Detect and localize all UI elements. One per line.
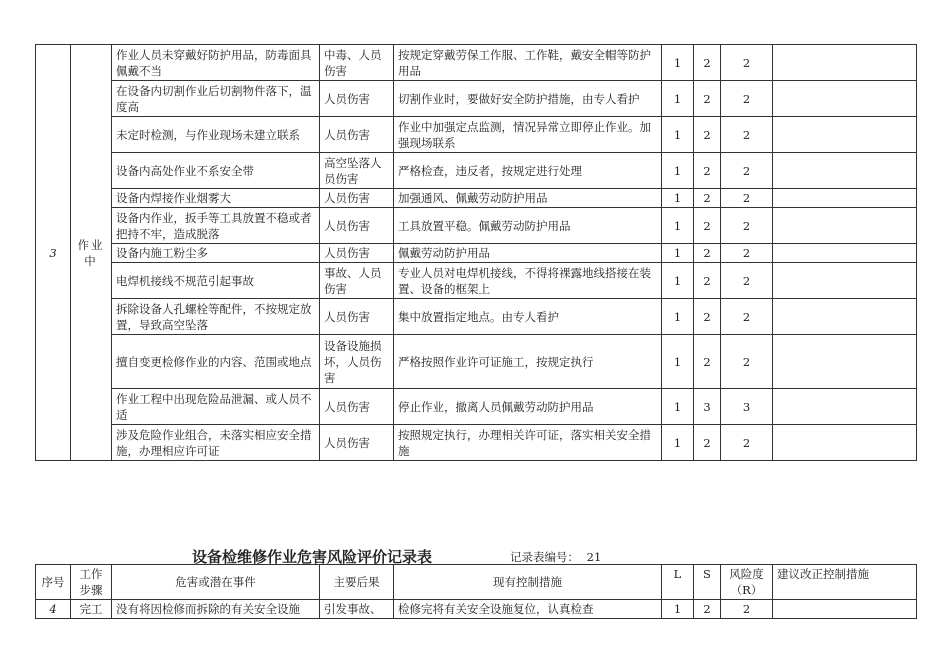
row-r: 2: [721, 153, 773, 189]
row-measure: 严格检查，违反者，按规定进行处理: [394, 153, 662, 189]
row-r: 2: [721, 263, 773, 299]
table-row: [36, 81, 917, 117]
risk-table-continued: [35, 44, 917, 461]
group-number: 3: [36, 45, 71, 461]
row-s: 2: [694, 117, 721, 153]
row-hazard: 设备内作业，扳手等工具放置不稳或者把持不牢，造成脱落: [112, 208, 320, 244]
row-measure: 按照规定执行，办理相关许可证，落实相关安全措施: [394, 425, 662, 461]
row-consequence: 人员伤害: [320, 81, 394, 117]
table-row: [36, 335, 917, 389]
record-label: 记录表编号：: [510, 550, 579, 564]
header-step: 工作步骤: [71, 565, 112, 600]
row-r: 2: [721, 299, 773, 335]
row-consequence: 人员伤害: [320, 244, 394, 263]
group-stage: 作业中: [71, 45, 112, 461]
row-measure: 专业人员对电焊机接线，不得将裸露地线搭接在装置、设备的框架上: [394, 263, 662, 299]
row-r: 2: [721, 117, 773, 153]
row-r: 2: [721, 600, 773, 619]
row-suggestion: [773, 117, 917, 153]
row-hazard: 擅自变更检修作业的内容、范围或地点: [112, 335, 320, 389]
header-s: S: [694, 565, 721, 600]
row-step: 完工: [71, 600, 112, 619]
table-row: [36, 189, 917, 208]
header-suggestion: 建议改正控制措施: [773, 565, 917, 600]
table-row: [36, 45, 917, 81]
row-consequence: 人员伤害: [320, 208, 394, 244]
row-suggestion: [773, 335, 917, 389]
row-hazard: 设备内焊接作业烟雾大: [112, 189, 320, 208]
row-hazard: 电焊机接线不规范引起事故: [112, 263, 320, 299]
row-r: 2: [721, 208, 773, 244]
header-r: 风险度（R）: [721, 565, 773, 600]
table-row: [36, 208, 917, 244]
row-suggestion: [773, 45, 917, 81]
document-title: 设备检维修作业危害风险评价记录表: [192, 548, 433, 566]
row-suggestion: [773, 81, 917, 117]
row-consequence: 事故、人员伤害: [320, 263, 394, 299]
row-measure: 严格按照作业许可证施工，按规定执行: [394, 335, 662, 389]
row-s: 2: [694, 335, 721, 389]
row-r: 2: [721, 45, 773, 81]
table-row: [36, 244, 917, 263]
row-r: 2: [721, 189, 773, 208]
row-l: 1: [662, 153, 694, 189]
row-suggestion: [773, 244, 917, 263]
row-suggestion: [773, 425, 917, 461]
risk-table-body: [36, 45, 917, 461]
row-hazard: 设备内施工粉尘多: [112, 244, 320, 263]
row-l: 1: [662, 263, 694, 299]
row-suggestion: [773, 299, 917, 335]
table-row: [36, 117, 917, 153]
row-hazard: 在设备内切割作业后切割物件落下，温度高: [112, 81, 320, 117]
row-consequence: 人员伤害: [320, 425, 394, 461]
row-hazard: 作业工程中出现危险品泄漏、或人员不适: [112, 389, 320, 425]
row-l: 1: [662, 299, 694, 335]
row-number: 4: [36, 600, 71, 619]
row-s: 3: [694, 389, 721, 425]
row-s: 2: [694, 81, 721, 117]
row-r: 2: [721, 81, 773, 117]
row-suggestion: [773, 208, 917, 244]
row-measure: 检修完将有关安全设施复位，认真检查: [394, 600, 662, 619]
row-s: 2: [694, 189, 721, 208]
row-measure: 佩戴劳动防护用品: [394, 244, 662, 263]
row-measure: 加强通风、佩戴劳动防护用品: [394, 189, 662, 208]
table-header-row: [36, 565, 917, 600]
row-l: 1: [662, 389, 694, 425]
row-consequence: 设备设施损坏，人员伤害: [320, 335, 394, 389]
header-no: 序号: [36, 565, 71, 600]
row-r: 2: [721, 335, 773, 389]
row-suggestion: [773, 389, 917, 425]
row-r: 2: [721, 425, 773, 461]
row-l: 1: [662, 208, 694, 244]
row-l: 1: [662, 335, 694, 389]
row-r: 2: [721, 244, 773, 263]
record-value: 21: [586, 550, 602, 564]
table-row: [36, 263, 917, 299]
row-l: 1: [662, 425, 694, 461]
row-l: 1: [662, 189, 694, 208]
row-suggestion: [773, 189, 917, 208]
risk-table: [35, 564, 917, 619]
row-s: 2: [694, 263, 721, 299]
row-measure: 切割作业时，要做好安全防护措施，由专人看护: [394, 81, 662, 117]
header-l: L: [662, 565, 694, 600]
row-hazard: 涉及危险作业组合，未落实相应安全措施，办理相应许可证: [112, 425, 320, 461]
header-measure: 现有控制措施: [394, 565, 662, 600]
row-measure: 集中放置指定地点。由专人看护: [394, 299, 662, 335]
record-number: [510, 549, 601, 565]
row-r: 3: [721, 389, 773, 425]
table-row: [36, 425, 917, 461]
table-row: [36, 389, 917, 425]
row-hazard: 未定时检测，与作业现场未建立联系: [112, 117, 320, 153]
row-measure: 按规定穿戴劳保工作服、工作鞋，戴安全帽等防护用品: [394, 45, 662, 81]
row-s: 2: [694, 600, 721, 619]
row-consequence: 中毒、人员伤害: [320, 45, 394, 81]
table-row: [36, 153, 917, 189]
header-hazard: 危害或潜在事件: [112, 565, 320, 600]
row-s: 2: [694, 299, 721, 335]
row-hazard: 设备内高处作业不系安全带: [112, 153, 320, 189]
row-measure: 停止作业，撤离人员佩戴劳动防护用品: [394, 389, 662, 425]
row-l: 1: [662, 45, 694, 81]
row-consequence: 引发事故、: [320, 600, 394, 619]
row-hazard: 作业人员未穿戴好防护用品，防毒面具佩戴不当: [112, 45, 320, 81]
table-row: [36, 600, 917, 619]
row-l: 1: [662, 117, 694, 153]
row-consequence: 人员伤害: [320, 389, 394, 425]
row-s: 2: [694, 244, 721, 263]
row-consequence: 人员伤害: [320, 117, 394, 153]
row-suggestion: [773, 153, 917, 189]
row-s: 2: [694, 425, 721, 461]
row-s: 2: [694, 45, 721, 81]
table-row: [36, 299, 917, 335]
row-hazard: 没有将因检修而拆除的有关安全设施: [112, 600, 320, 619]
row-suggestion: [773, 263, 917, 299]
row-consequence: 人员伤害: [320, 299, 394, 335]
row-consequence: 高空坠落人员伤害: [320, 153, 394, 189]
header-consequence: 主要后果: [320, 565, 394, 600]
row-s: 2: [694, 208, 721, 244]
row-suggestion: [773, 600, 917, 619]
row-consequence: 人员伤害: [320, 189, 394, 208]
row-measure: 作业中加强定点监测，情况异常立即停止作业。加强现场联系: [394, 117, 662, 153]
row-l: 1: [662, 244, 694, 263]
row-s: 2: [694, 153, 721, 189]
row-hazard: 拆除设备人孔螺栓等配件，不按规定放置，导致高空坠落: [112, 299, 320, 335]
row-l: 1: [662, 600, 694, 619]
row-l: 1: [662, 81, 694, 117]
row-measure: 工具放置平稳。佩戴劳动防护用品: [394, 208, 662, 244]
